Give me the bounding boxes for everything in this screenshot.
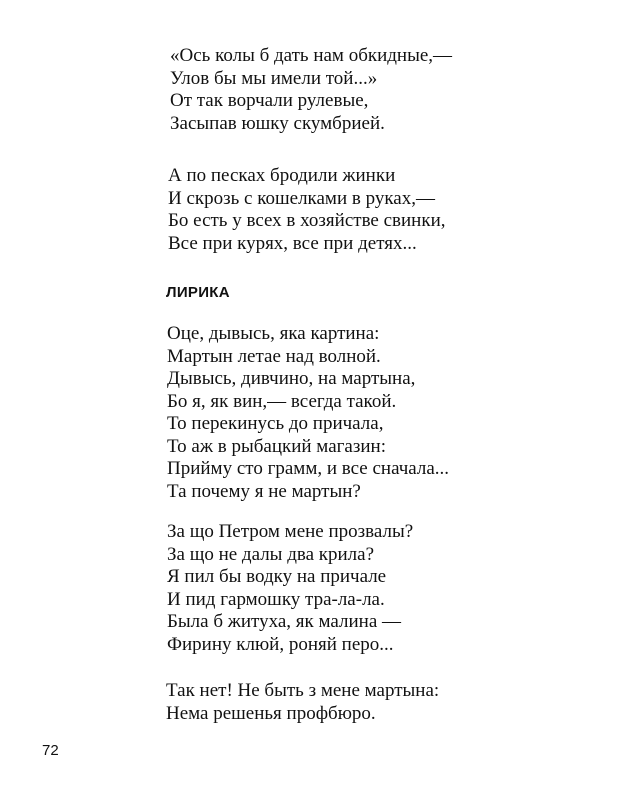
stanza xyxy=(167,323,449,503)
poem-line: От так ворчали рулевые, xyxy=(170,90,369,111)
poem-line: Так нет! Не быть з мене мартына: xyxy=(166,680,440,701)
poem-line: Засыпав юшку скумбрией. xyxy=(170,112,385,134)
poem-line: Фирину клюй, роняй перо... xyxy=(167,633,394,655)
poem-line: Все при курях, все при детях... xyxy=(168,232,417,254)
poem-line: Бо я, як вин,— всегда такой. xyxy=(167,390,397,412)
poem-line: То перекинусь до причала, xyxy=(167,413,384,434)
poem-line: Оце, дывысь, яка картина: xyxy=(167,323,380,344)
stanza xyxy=(170,45,452,135)
poem-line: Была б житуха, як малина — xyxy=(167,611,402,632)
poem-line: Я пил бы водку на причале xyxy=(167,566,387,587)
page-number: 72 xyxy=(42,742,59,759)
stanza xyxy=(168,165,446,255)
poem-line: Прийму сто грамм, и все сначала... xyxy=(167,458,450,479)
poem-line: И пид гармошку тра-ла-ла. xyxy=(167,588,385,610)
poem-line: Бо есть у всех в хозяйстве свинки, xyxy=(168,210,446,231)
poem-line: Улов бы мы имели той...» xyxy=(170,67,378,89)
poem-line: «Ось колы б дать нам обкидные,— xyxy=(170,45,453,66)
poem-line: Дывысь, дивчино, на мартына, xyxy=(167,368,416,389)
poem-title: ЛИРИКА xyxy=(166,284,230,301)
poem-line: А по песках бродили жинки xyxy=(168,165,396,186)
poem-line: Нема решенья профбюро. xyxy=(166,702,376,724)
poem-line: Мартын летае над волной. xyxy=(167,345,381,367)
stanza xyxy=(166,680,439,725)
poem-line: Та почему я не мартын? xyxy=(167,480,361,502)
stanza xyxy=(167,521,413,656)
poem-line: За що Петром мене прозвалы? xyxy=(167,521,414,542)
poem-line: То аж в рыбацкий магазин: xyxy=(167,435,386,457)
poem-line: И скрозь с кошелками в руках,— xyxy=(168,187,435,209)
poem-line: За що не далы два крила? xyxy=(167,543,375,565)
